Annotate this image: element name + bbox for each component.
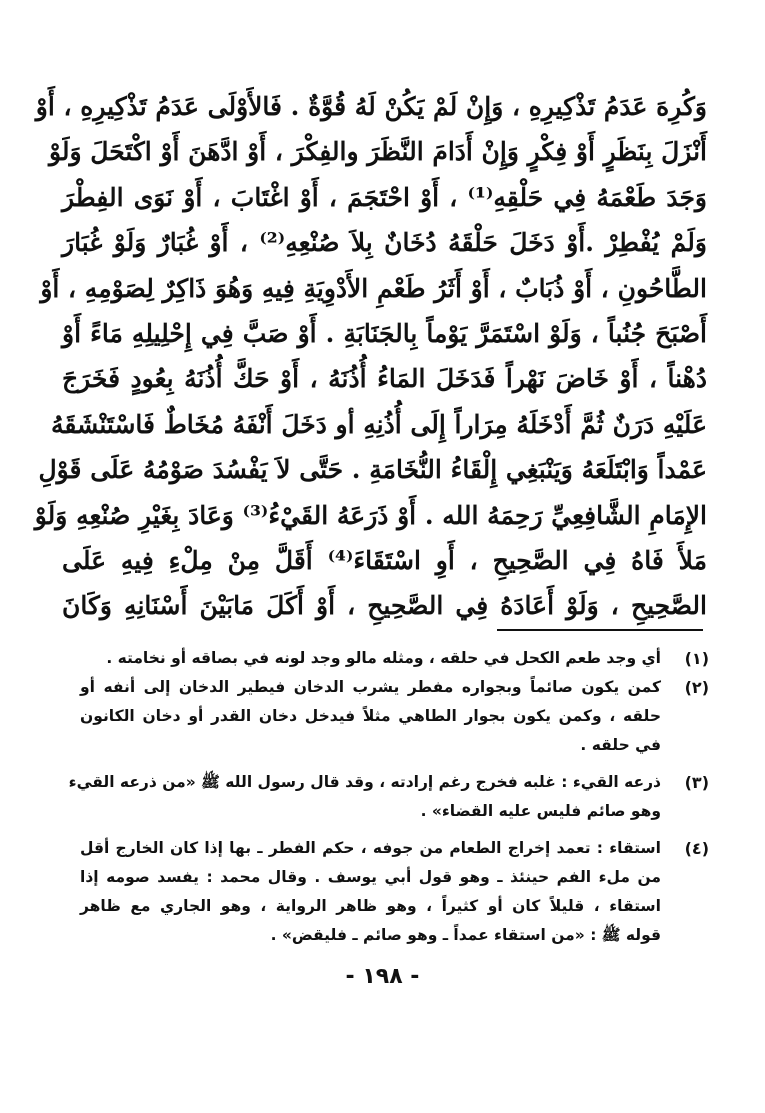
main-text-line: الصَّحِيحِ ، وَلَوْ أَعَادَهُ فِي الصَّحِيحِ ، أَوْ أَكَلَ مَابَيْنَ أَسْنَانِهِ وَكَانَ [62,591,707,621]
footnote-1 [80,644,709,673]
footnote-3 [68,768,709,826]
main-text-line: الإِمَامِ الشَّافِعِيِّ رَحِمَهُ الله . أَوْ ذَرَعَهُ القَيْءُ⁽³⁾ وَعَادَ بِغَيْرِ صُنْعِهِ وَلَوْ [34,500,707,530]
footnote-line: استقاء ، قليلاً كان أو كثيراً ، وهو ظاهر الرواية ، وهو الجاري مع ظاهر [80,897,661,915]
main-text-line: وَلَمْ يُفْطِرْ .أَوْ دَخَلَ حَلْقَهُ دُخَانٌ بِلاَ صُنْعِهِ⁽²⁾ ، أَوْ غُبَارٌ وَلَوْ غُبَارَ [62,228,707,258]
footnote-separator [497,629,703,631]
main-text-line: وَكُرِهَ عَدَمُ تَذْكِيرِهِ ، وَإِنْ لَمْ يَكُنْ لَهُ قُوَّةٌ . فَالأَوْلَى عَدَمُ تَذْكِيرِهِ ، أَوْ [35,92,707,121]
footnote-line: استقاء : تعمد إخراج الطعام من جوفه ، حكم الفطر ـ بها إذا كان الخارج أقل [80,839,661,857]
main-text-line: مَلأَ فَاهُ فِي الصَّحِيحِ ، أَوِ اسْتَقَاءَ⁽⁴⁾ أَقَلَّ مِنْ مِلْءِ فِيهِ عَلَى [62,545,707,575]
main-text-line: أَنْزَلَ بِنَظَرٍ أَوْ فِكْرٍ وَإِنْ أَدَامَ النَّظَرَ والفِكْرَ ، أَوْ ادَّهَنَ أَوْ اكْتَحَلَ وَلَوْ [48,137,707,167]
main-text-line: وَجَدَ طَعْمَهُ فِي حَلْقِهِ⁽¹⁾ ، أَوْ احْتَجَمَ ، أَوْ اغْتَابَ ، أَوْ نَوَى الفِطْرَ [62,182,707,212]
footnote-line: قوله ﷺ : «من استقاء عمداً ـ وهو صائم ـ فليقض» . [270,926,661,944]
main-text-line: الطَّاحُونِ ، أَوْ ذُبَابٌ ، أَوْ أَثَرُ طَعْمِ الأَدْوِيَةِ فِيهِ وَهُوَ ذَاكِرٌ لِصَوْمِهِ ، أَوْ [40,273,707,303]
footnote-line: وهو صائم فليس عليه القضاء» . [420,802,661,820]
main-text-line: عَمْداً وَابْتَلَعَهُ وَيَنْبَغِي إِلْقَاءُ النُّخَامَةِ . حَتَّى لاَ يَفْسُدَ صَوْمُهُ عَلَى قَوْلِ [38,455,707,485]
footnote-number: (٢) [684,678,709,697]
footnote-line: ذرعه القيء : غلبه فخرج رغم إرادته ، وقد قال رسول الله ﷺ «من ذرعه القيء [68,773,661,791]
footnote-line: في حلقه . [580,736,661,754]
main-text-line: دُهْناً ، أَوْ خَاضَ نَهْراً فَدَخَلَ المَاءُ أُذُنَهُ ، أَوْ حَكَّ أُذُنَهُ بِعُودٍ فَخَرَجَ [62,364,707,394]
footnote-number: (٣) [684,773,709,792]
page-number: - ١٩٨ - [345,964,420,989]
footnote-number: (٤) [684,839,709,858]
footnote-line: من ملء الفم حينئذ ـ وهو قول أبي يوسف . وقال محمد : يفسد صومه إذا [80,868,661,886]
main-text-line: أَصْبَحَ جُنُباً ، وَلَوْ اسْتَمَرَّ يَوْماً بِالجَنَابَةِ . أَوْ صَبَّ فِي إِحْلِيلِهِ مَاءً أَوْ [62,318,707,348]
footnote-2 [80,673,709,760]
footnote-line: كمن يكون صائماً وبجواره مفطر يشرب الدخان فيطير الدخان إلى أنفه أو [80,678,661,696]
main-text-line: عَلَيْهِ دَرَنٌ ثُمَّ أَدْخَلَهُ مِرَاراً إِلَى أُذُنِهِ أو دَخَلَ أَنْفَهُ مُخَاطٌ فَاسْتَنْشَقَهُ [51,409,707,439]
footnote-4 [80,834,709,950]
footnote-line: أي وجد طعم الكحل في حلقه ، ومثله مالو وجد لونه في بصاقه أو نخامته . [106,649,661,667]
footnote-line: حلقه ، وكمن يكون بجوار الطاهي مثلاً فيدخل دخان القدر أو دخان الكانون [80,707,661,725]
footnotes [68,644,709,950]
main-text [34,84,707,629]
footnote-number: (١) [684,649,709,668]
